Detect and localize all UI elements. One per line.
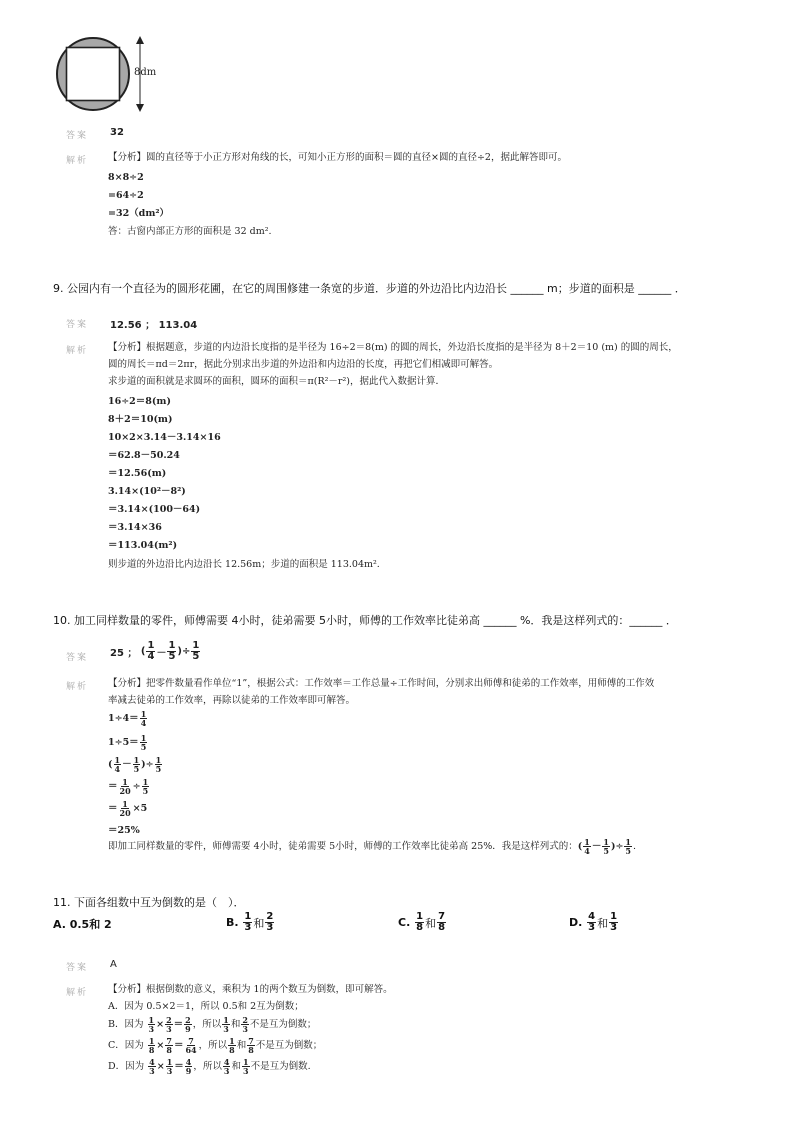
analysis-label: 解析 bbox=[66, 682, 89, 692]
analysis-label: 解析 bbox=[66, 346, 89, 356]
p8-expr: =64÷2 bbox=[108, 190, 144, 201]
fraction: $\frac{1}{5}$ bbox=[192, 640, 200, 662]
q10-conclusion: 即加工同样数量的零件，师傅需要 4小时，徒弟需要 5小时，师傅的工作效率比徒弟高 25%．我是这样列式的： ( $\frac{1}{4}$ － $\frac{1}{5}$ ) ÷ $\frac{1}{5}$ . bbox=[108, 837, 637, 856]
q9-analysis-line: 求步道的面积就是求圆环的面积，圆环的面积＝π(R²－r²)，据此代入数据计算． bbox=[108, 376, 445, 387]
q9-step: 16÷2＝8(m) bbox=[108, 396, 171, 407]
q11-reason-d: D．因为 $\frac{4}{3}$ × $\frac{1}{3}$ ＝ $\frac{4}{9}$ ，所以 $\frac{4}{3}$ 和 $\frac{1}{3}$ 不是互为倒数. bbox=[108, 1057, 311, 1076]
option-a[interactable]: A. 0.5和 2 bbox=[53, 918, 112, 931]
q9-step: 10×2×3.14－3.14×16 bbox=[108, 432, 221, 443]
q9-answer: 12.56 ； 113.04 bbox=[110, 320, 198, 331]
p8-expr: =32（dm²） bbox=[108, 208, 170, 219]
arrow-up-icon bbox=[136, 36, 144, 44]
option-b[interactable]: B. $\frac{1}{3}$ 和 $\frac{2}{3}$ bbox=[226, 911, 274, 933]
answer-label: 答案 bbox=[66, 320, 89, 330]
dimension-label: 8dm bbox=[134, 67, 157, 78]
answer-label: 答案 bbox=[66, 131, 89, 141]
option-c[interactable]: C. $\frac{1}{8}$ 和 $\frac{7}{8}$ bbox=[398, 911, 446, 933]
q9-analysis-line: 圆的周长＝πd＝2πr，据此分别求出步道的外边沿和内边沿的长度，再把它们相减即可解答。 bbox=[108, 359, 499, 370]
q10-step: 1÷4＝ $\frac{1}{4}$ bbox=[108, 709, 147, 728]
q11-reason-b: B．因为 $\frac{1}{3}$ × $\frac{2}{3}$ ＝ $\frac{2}{9}$ ，所以 $\frac{1}{3}$ 和 $\frac{2}{3}$ 不是互为倒数； bbox=[108, 1015, 317, 1034]
answer-label: 答案 bbox=[66, 653, 89, 663]
q10-stem: 10. 加工同样数量的零件，师傅需要 4小时，徒弟需要 5小时，师傅的工作效率比徒弟高 ______ %．我是这样列式的：______ ． bbox=[53, 614, 677, 627]
q9-analysis-line: 【分析】根据题意，步道的内边沿长度指的是半径为 16÷2＝8(m) 的圆的周长，外边沿长度指的是半径为 8＋2＝10 (m) 的圆的周长， bbox=[108, 342, 678, 353]
q9-step: ＝12.56(m) bbox=[108, 468, 167, 479]
q11-reason-c: C．因为 $\frac{1}{8}$ × $\frac{7}{8}$ ＝ $\frac{7}{64}$ ，所以 $\frac{1}{8}$ 和 $\frac{7}{8}$ 不是互为倒数； bbox=[108, 1036, 323, 1055]
answer-label: 答案 bbox=[66, 963, 89, 973]
square-shape bbox=[67, 48, 120, 101]
p8-expr: 8×8÷2 bbox=[108, 172, 144, 183]
p8-analysis-line: 【分析】圆的直径等于小正方形对角线的长，可知小正方形的面积＝圆的直径×圆的直径÷2，据此解答即可。 bbox=[108, 152, 567, 163]
q10-step: ( $\frac{1}{4}$ － $\frac{1}{5}$ ) ÷ $\frac{1}{5}$ bbox=[108, 755, 162, 774]
fraction: $\frac{1}{5}$ bbox=[168, 640, 176, 662]
q11-reason-a: A．因为 0.5×2＝1，所以 0.5和 2互为倒数； bbox=[108, 1001, 304, 1012]
q11-answer: A bbox=[110, 959, 117, 970]
analysis-label: 解析 bbox=[66, 156, 89, 166]
analysis-label: 解析 bbox=[66, 988, 89, 998]
q10-step: ＝ $\frac{1}{20}$ ×5 bbox=[108, 799, 148, 818]
q11-stem: 11. 下面各组数中互为倒数的是（ ）． bbox=[53, 896, 245, 909]
q10-step: ＝ $\frac{1}{20}$ ÷ $\frac{1}{5}$ bbox=[108, 777, 149, 796]
fraction: $\frac{1}{4}$ bbox=[147, 640, 155, 662]
q9-step: ＝3.14×36 bbox=[108, 522, 162, 533]
q11-analysis-line: 【分析】根据倒数的意义，乘积为 1的两个数互为倒数，即可解答。 bbox=[108, 984, 393, 995]
q9-step: ＝113.04(m²) bbox=[108, 540, 178, 551]
q9-step: ＝62.8－50.24 bbox=[108, 450, 180, 461]
q10-answer: 25 ； ( $\frac{1}{4}$ － $\frac{1}{5}$ ) ÷ $\frac{1}{5}$ bbox=[110, 640, 200, 662]
q9-step: 8＋2＝10(m) bbox=[108, 414, 173, 425]
arrow-down-icon bbox=[136, 104, 144, 112]
q10-step: 1÷5＝ $\frac{1}{5}$ bbox=[108, 733, 147, 752]
q10-step: ＝25% bbox=[108, 825, 140, 836]
q9-step: 3.14×(10²－8²) bbox=[108, 486, 186, 497]
option-d[interactable]: D. $\frac{4}{3}$ 和 $\frac{1}{3}$ bbox=[569, 911, 618, 933]
p8-answer: 32 bbox=[110, 127, 124, 138]
q9-step: ＝3.14×(100－64) bbox=[108, 504, 201, 515]
q10-analysis-line: 【分析】把零件数量看作单位“1”，根据公式：工作效率＝工作总量÷工作时间，分别求出师傅和徒弟的工作效率，用师傅的工作效 bbox=[108, 678, 655, 689]
q9-conclusion: 则步道的外边沿比内边沿长 12.56m；步道的面积是 113.04m². bbox=[108, 559, 380, 570]
q10-analysis-line: 率减去徒弟的工作效率，再除以徒弟的工作效率即可解答。 bbox=[108, 695, 356, 706]
p8-conclusion: 答：古窗内部正方形的面积是 32 dm². bbox=[108, 226, 272, 237]
q9-stem: 9. 公园内有一个直径为的圆形花圃，在它的周围修建一条宽的步道．步道的外边沿比内边沿长 ______ m；步道的面积是 ______ ． bbox=[53, 282, 686, 295]
